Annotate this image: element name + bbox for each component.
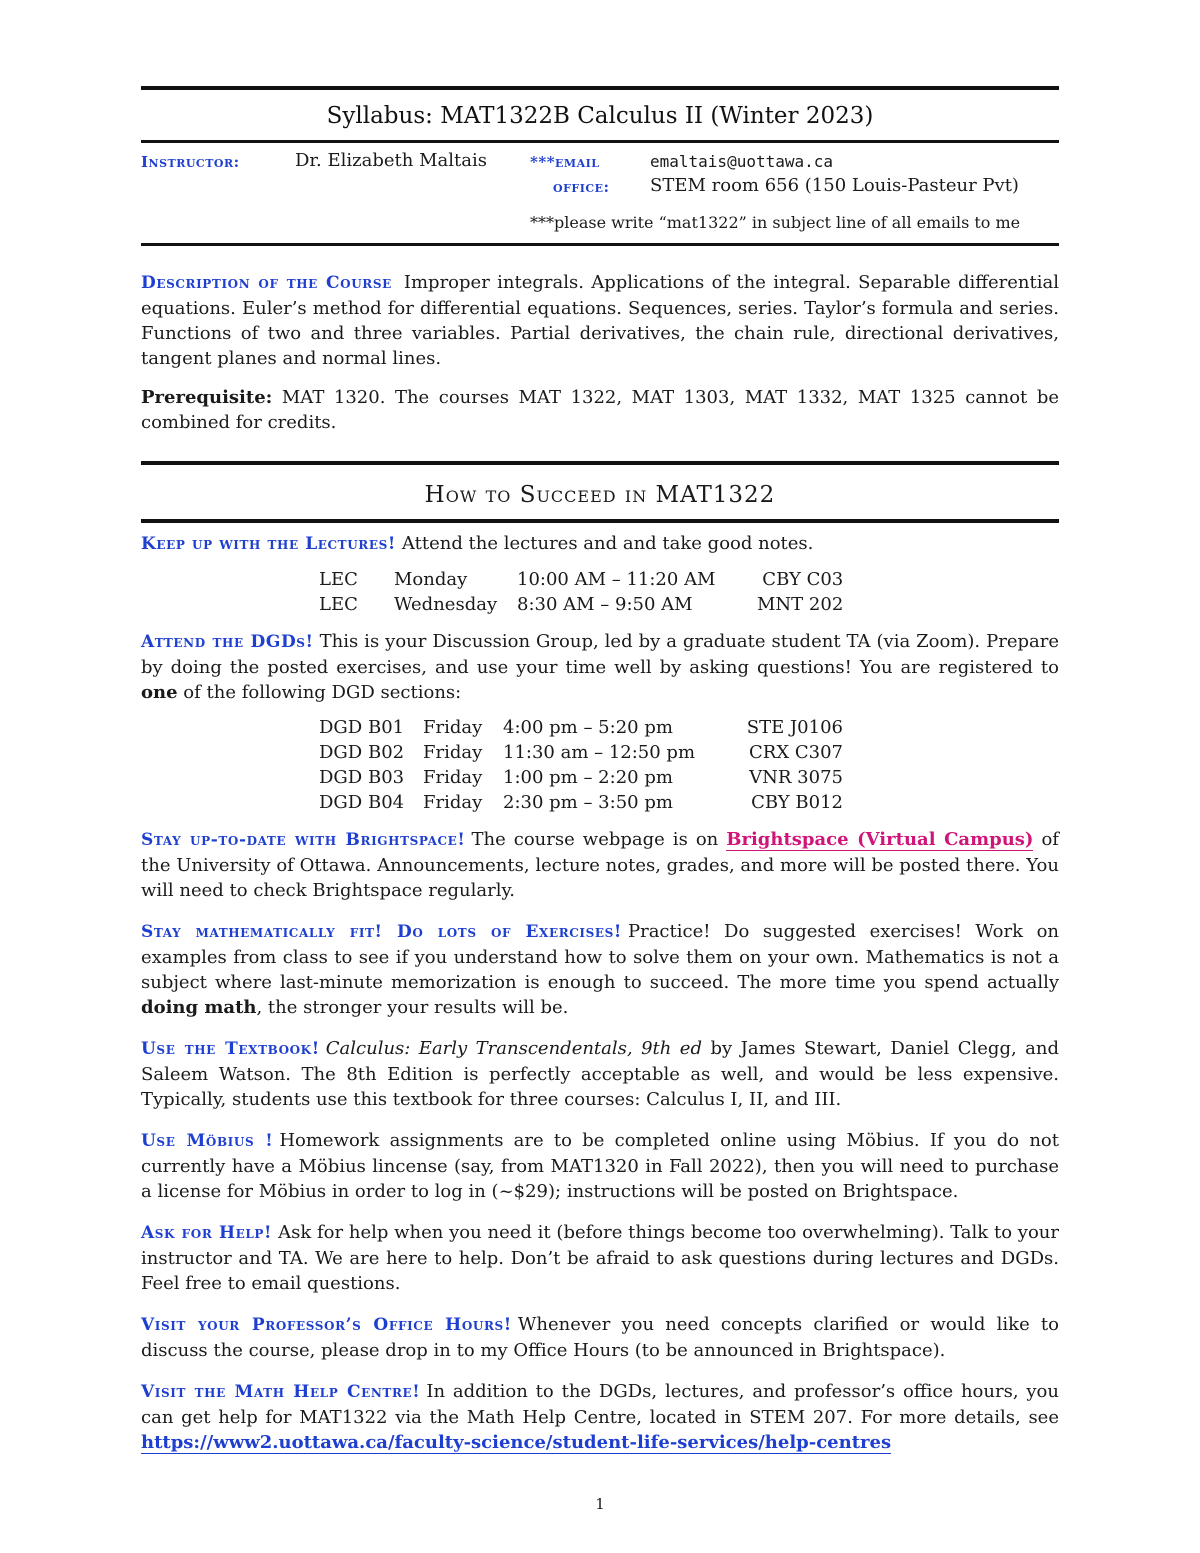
textbook-text: by James Stewart, Daniel Clegg, and Saleem Watson. The 8th Edition is perfectly acceptable as well, and would be less expensive. Typically, students use this textbook for three courses: Calculus I, II, and III.: [141, 1038, 1059, 1110]
section-title: How to Succeed in MAT1322: [424, 482, 776, 508]
dgd-row: [319, 715, 843, 740]
dgd-one: one: [141, 682, 178, 703]
mobius-label: Use Möbius !: [141, 1131, 274, 1151]
contact-header: [141, 143, 1059, 243]
description-text: Improper integrals. Applications of the integral. Separable differential equations. Euler’s method for differential equations. Sequences, series. Taylor’s formula and series. Functions of two and three variables. Partial derivatives, the chain rule, directional derivatives, tangent planes and normal lines.: [141, 272, 1059, 369]
exercises-paragraph: [141, 919, 1059, 1020]
page-content: [141, 86, 1059, 1455]
email-label: ***email: [530, 153, 600, 171]
schedule-cell: Friday: [423, 767, 483, 788]
lecture-row: [319, 592, 843, 617]
schedule-cell: DGD B03: [319, 767, 405, 788]
schedule-cell: 11:30 am – 12:50 pm: [503, 742, 696, 763]
prereq-label: Prerequisite:: [141, 387, 273, 408]
help-label: Ask for Help!: [141, 1223, 273, 1243]
textbook-paragraph: [141, 1036, 1059, 1112]
office-hours-text: Whenever you need concepts clarified or would like to discuss the course, please drop in to my Office Hours (to be announced in Brightspace).: [141, 1314, 1059, 1361]
schedule-cell: 2:30 pm – 3:50 pm: [503, 792, 673, 813]
help-paragraph: [141, 1220, 1059, 1296]
exercises-text1: Practice! Do suggested exercises! Work on examples from class to see if you understand how to solve them on your own. Mathematics is not a subject where last-minute memorization is enough to succeed. The more time you spend actually: [141, 921, 1059, 993]
email-note: ***please write “mat1322” in subject line of all emails to me: [530, 213, 1021, 232]
prerequisite: [141, 385, 1059, 435]
office-value: STEM room 656 (150 Louis-Pasteur Pvt): [650, 175, 1019, 196]
help-centre-url[interactable]: https://www2.uottawa.ca/faculty-science/student-life-services/help-centres: [141, 1432, 892, 1453]
help-text: Ask for help when you need it (before things become too overwhelming). Talk to your instructor and TA. We are here to help. Don’t be afraid to ask questions during lectures and DGDs. Feel free to email questions.: [141, 1222, 1059, 1294]
schedule-cell: Friday: [423, 792, 483, 813]
schedule-cell: MNT 202: [757, 594, 844, 615]
dgd-label: Attend the DGDs!: [141, 632, 314, 652]
lecture-row: [319, 567, 843, 592]
mobius-paragraph: [141, 1128, 1059, 1204]
office-hours-label: Visit your Professor’s Office Hours!: [141, 1315, 512, 1335]
brightspace-paragraph: [141, 827, 1059, 903]
dgd-row: [319, 790, 843, 815]
lecture-schedule: [319, 567, 843, 617]
schedule-cell: STE J0106: [746, 717, 843, 738]
schedule-cell: CRX C307: [749, 742, 843, 763]
instructor-name: Dr. Elizabeth Maltais: [295, 150, 487, 171]
help-centre-paragraph: [141, 1379, 1059, 1455]
brightspace-link[interactable]: Brightspace (Virtual Campus): [726, 829, 1034, 850]
textbook-label: Use the Textbook!: [141, 1039, 320, 1059]
page-title: Syllabus: MAT1322B Calculus II (Winter 2023): [326, 103, 874, 129]
office-label: office:: [553, 178, 610, 196]
dgd-row: [319, 740, 843, 765]
course-description: [141, 270, 1059, 371]
lectures-paragraph: [141, 531, 1059, 557]
instructor-label: Instructor:: [141, 153, 240, 171]
schedule-cell: 1:00 pm – 2:20 pm: [503, 767, 673, 788]
exercises-bold: doing math: [141, 997, 257, 1018]
schedule-cell: DGD B04: [319, 792, 405, 813]
section-rule-bottom: [141, 519, 1059, 523]
schedule-cell: Wednesday: [394, 594, 498, 615]
prereq-text: MAT 1320. The courses MAT 1322, MAT 1303, MAT 1332, MAT 1325 cannot be combined for credits.: [141, 387, 1059, 433]
schedule-cell: 10:00 AM – 11:20 AM: [517, 569, 716, 590]
mobius-text: Homework assignments are to be completed online using Möbius. If you do not currently have a Möbius lincense (say, from MAT1320 in Fall 2022), then you will need to purchase a license for Möbius in order to log in (~$29); instructions will be posted on Brightspace.: [141, 1130, 1059, 1202]
schedule-cell: 4:00 pm – 5:20 pm: [503, 717, 673, 738]
schedule-cell: VNR 3075: [749, 767, 843, 788]
schedule-cell: CBY C03: [762, 569, 844, 590]
page-number: 1: [595, 1495, 605, 1513]
dgd-text2: of the following DGD sections:: [183, 682, 462, 703]
help-centre-text: In addition to the DGDs, lectures, and professor’s office hours, you can get help for MAT1322 via the Math Help Centre, located in STEM 207. For more details, see: [141, 1381, 1059, 1428]
brightspace-label: Stay up-to-date with Brightspace!: [141, 830, 466, 850]
schedule-cell: LEC: [319, 569, 358, 590]
dgd-row: [319, 765, 843, 790]
exercises-text2: , the stronger your results will be.: [256, 997, 569, 1018]
textbook-title: Calculus: Early Transcendentals, 9th ed: [325, 1038, 702, 1059]
lectures-label: Keep up with the Lectures!: [141, 534, 396, 554]
dgd-paragraph: [141, 629, 1059, 705]
email-value[interactable]: emaltais@uottawa.ca: [650, 152, 834, 171]
schedule-cell: DGD B01: [319, 717, 405, 738]
schedule-cell: 8:30 AM – 9:50 AM: [517, 594, 693, 615]
office-hours-paragraph: [141, 1312, 1059, 1363]
schedule-cell: LEC: [319, 594, 358, 615]
lectures-text: Attend the lectures and and take good notes.: [401, 533, 814, 554]
exercises-label: Stay mathematically fit! Do lots of Exercises!: [141, 922, 622, 942]
dgd-text: This is your Discussion Group, led by a graduate student TA (via Zoom). Prepare by doing the posted exercises, and use your time well by asking questions! You are registered to: [141, 631, 1060, 678]
brightspace-text2: of the University of Ottawa. Announcements, lecture notes, grades, and more will be posted there. You will need to check Brightspace regularly.: [141, 829, 1059, 901]
brightspace-text1: The course webpage is on: [471, 829, 719, 850]
schedule-cell: Friday: [423, 742, 483, 763]
dgd-schedule: [319, 715, 843, 815]
schedule-cell: Monday: [394, 569, 468, 590]
description-label: Description of the Course: [141, 273, 392, 293]
schedule-cell: Friday: [423, 717, 483, 738]
schedule-cell: CBY B012: [751, 792, 843, 813]
header-rule: [141, 243, 1059, 246]
schedule-cell: DGD B02: [319, 742, 405, 763]
help-centre-label: Visit the Math Help Centre!: [141, 1382, 421, 1402]
